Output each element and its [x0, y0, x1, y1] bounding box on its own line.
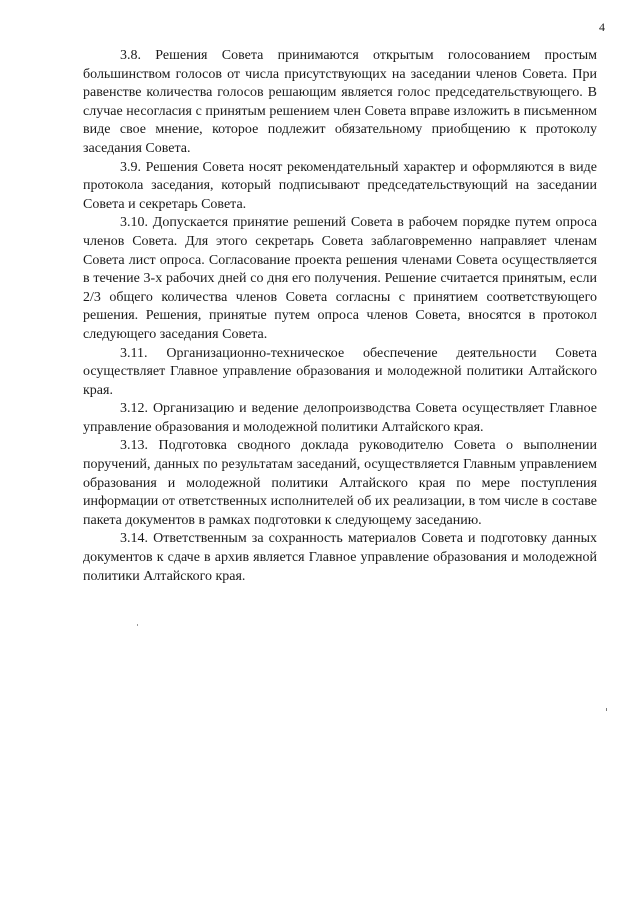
page-number: 4	[599, 20, 605, 34]
paragraph-3-12: 3.12. Организацию и ведение делопроизводства Совета осуществляет Главное управление образования и молодежной политики Алтайского края.	[83, 401, 597, 435]
paragraph-3-13: 3.13. Подготовка сводного доклада руководителю Совета о выполнении поручений, данных по результатам заседаний, осуществляется Главным управлением образования и молодежной политики Алтайского края по мере поступления информации от ответственных исполнителей об их реализации, в том числе в составе пакета документов в рамках подготовки к следующему заседанию.	[83, 438, 597, 528]
paragraph-3-9: 3.9. Решения Совета носят рекомендательный характер и оформляются в виде протокола заседания, который подписывают председательствующий на заседании Совета и секретарь Совета.	[83, 159, 597, 212]
scan-speck	[606, 708, 607, 711]
paragraph-3-14: 3.14. Ответственным за сохранность материалов Совета и подготовку данных документов к сдаче в архив является Главное управление образования и молодежной политики Алтайского края.	[83, 531, 597, 584]
document-body	[83, 47, 597, 586]
paragraph-3-8: 3.8. Решения Совета принимаются открытым голосованием простым большинством голосов от числа присутствующих на заседании членов Совета. При равенстве количества голосов решающим является голос председательствующего. В случае несогласия с принятым решением член Совета вправе изложить в письменном виде свое мнение, которое подлежит обязательному приобщению к протоколу заседания Совета.	[83, 48, 597, 156]
paragraph-3-11: 3.11. Организационно-техническое обеспечение деятельности Совета осуществляет Главное управление образования и молодежной политики Алтайского края.	[83, 345, 597, 398]
paragraph-3-10: 3.10. Допускается принятие решений Совета в рабочем порядке путем опроса членов Совета. Для этого секретарь Совета заблаговременно направляет членам Совета лист опроса. Согласование проекта решения членами Совета осуществляется в течение 3-х рабочих дней со дня его получения. Решение считается принятым, если 2/3 общего количества членов Совета согласны с принятием соответствующего решения. Решения, принятые путем опроса членов Совета, вносятся в протокол следующего заседания Совета.	[83, 215, 597, 342]
scan-speck	[137, 624, 138, 626]
